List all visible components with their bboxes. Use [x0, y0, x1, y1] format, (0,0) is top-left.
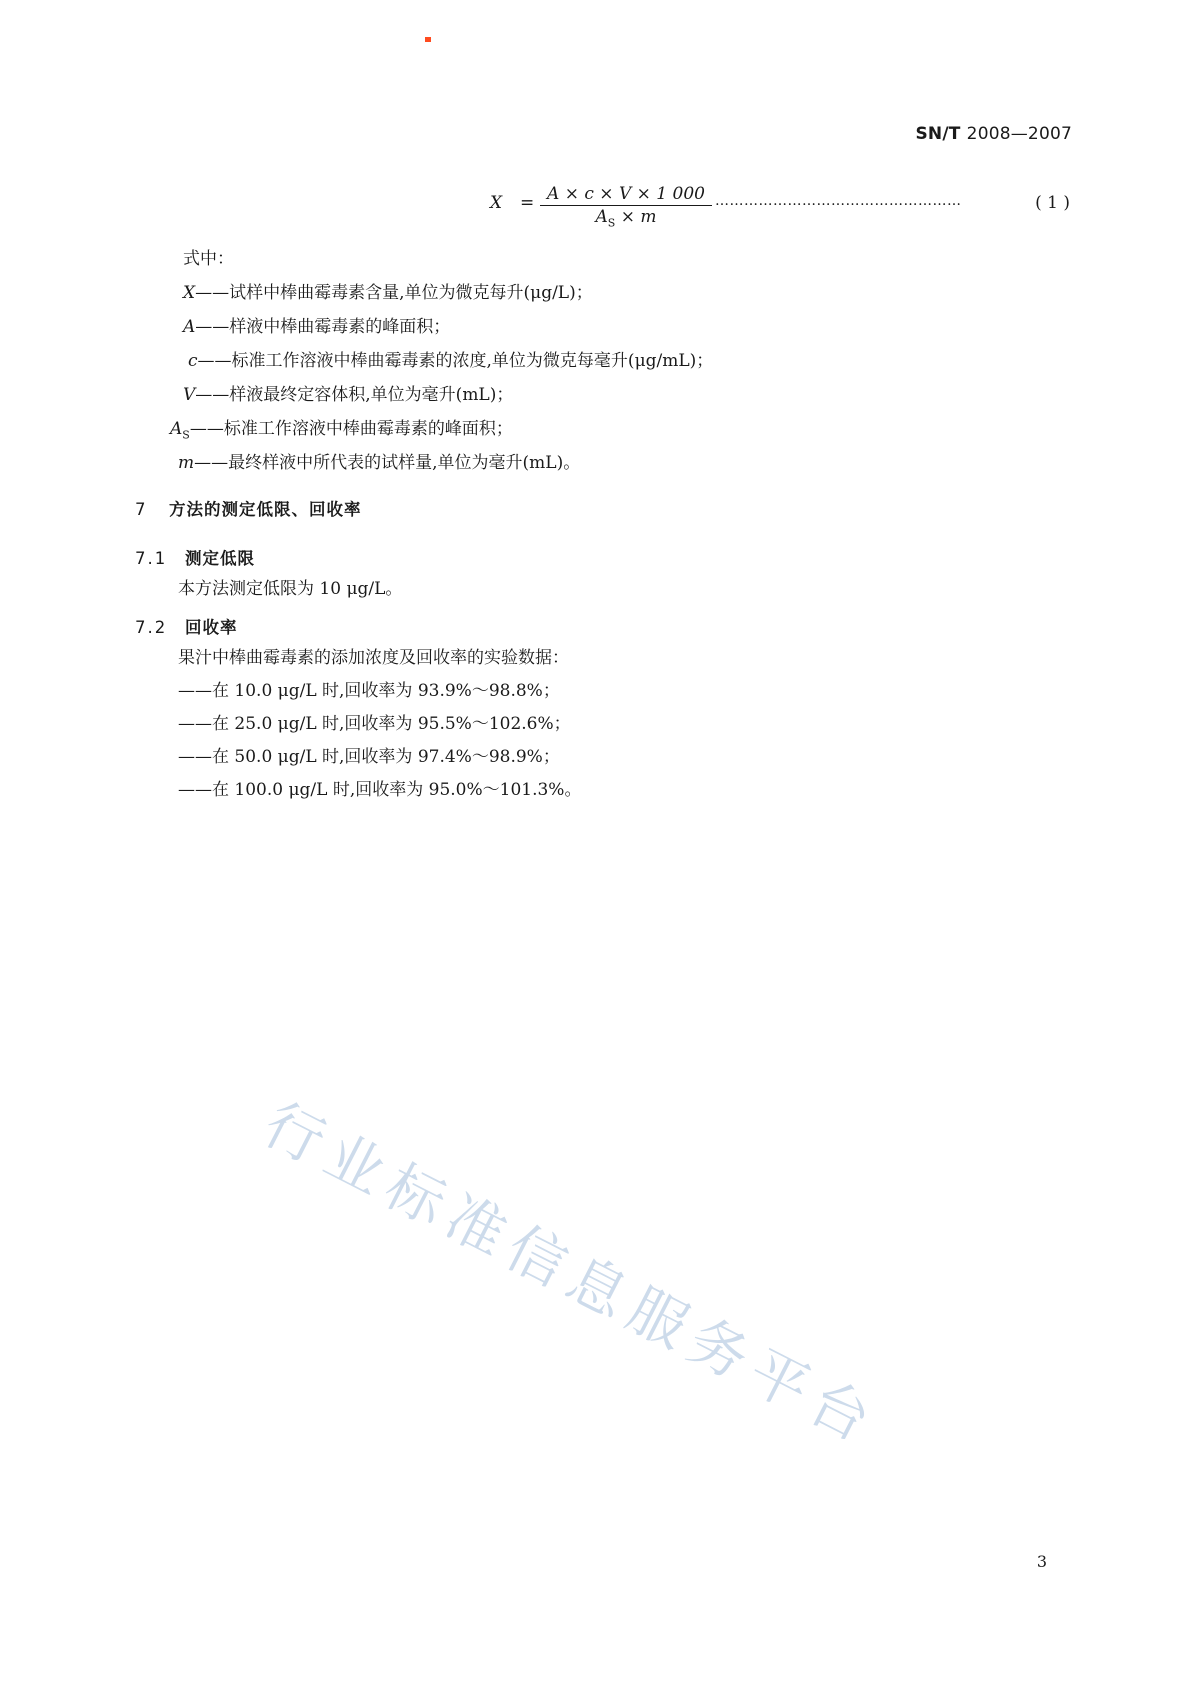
formula-1: [490, 186, 1070, 232]
watermark: 行业标准信息服务平台: [253, 1089, 890, 1459]
standard-number: 2008—2007: [966, 124, 1072, 144]
fraction-bar: [540, 205, 712, 206]
legend-item-x: X——试样中棒曲霉毒素含量,单位为微克每升(μg/L)；: [183, 283, 593, 303]
formula-numerator: A × c × V × 1 000: [547, 184, 705, 204]
section-7-1-body: 本方法测定低限为 10 μg/L。: [178, 579, 403, 599]
formula-denominator: $A_S \times m$: [595, 207, 657, 230]
section-7-2-intro: 果汁中棒曲霉毒素的添加浓度及回收率的实验数据：: [178, 648, 569, 668]
legend-item-c: c——标准工作溶液中棒曲霉毒素的浓度,单位为微克每毫升(μg/mL)；: [188, 351, 714, 371]
section-7-2-heading: 7.2 回收率: [135, 618, 238, 637]
recovery-item: ——在 100.0 μg/L 时,回收率为 95.0%～101.3%。: [178, 780, 582, 800]
standard-code: [915, 124, 1072, 144]
recovery-item: ——在 25.0 μg/L 时,回收率为 95.5%～102.6%；: [178, 714, 571, 734]
section-7-heading: 7 方法的测定低限、回收率: [135, 500, 362, 519]
formula-fraction: [540, 184, 712, 233]
legend-intro: 式中：: [183, 249, 234, 269]
standard-prefix: SN/T: [915, 124, 961, 144]
formula-equals: =: [520, 193, 535, 213]
legend-item-v: V——样液最终定容体积,单位为毫升(mL)；: [183, 385, 514, 405]
section-7-1-heading: 7.1 测定低限: [135, 549, 255, 568]
legend-item-m: m——最终样液中所代表的试样量,单位为毫升(mL)。: [178, 453, 581, 473]
formula-leader-dots: ……………………………………………: [715, 193, 962, 209]
recovery-item: ——在 50.0 μg/L 时,回收率为 97.4%～98.9%；: [178, 747, 560, 767]
orange-mark: [425, 37, 431, 42]
formula-lhs: X: [490, 193, 503, 213]
legend-item-a: A——样液中棒曲霉毒素的峰面积；: [183, 317, 451, 337]
recovery-item: ——在 10.0 μg/L 时,回收率为 93.9%～98.8%；: [178, 681, 560, 701]
legend-item-as: $A_S——$标准工作溶液中棒曲霉毒素的峰面积；: [170, 419, 513, 442]
formula-number: ( 1 ): [1035, 193, 1070, 213]
page-number: 3: [1036, 1552, 1047, 1571]
